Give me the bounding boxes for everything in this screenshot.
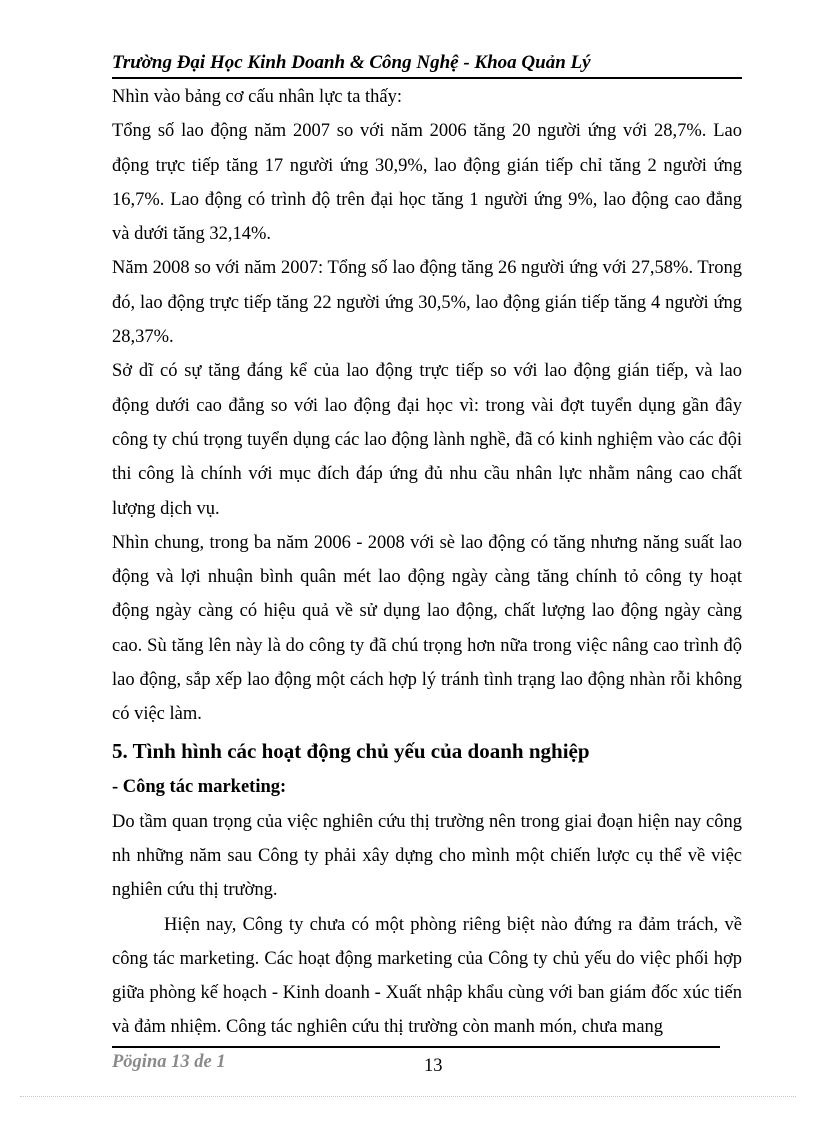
page-number: 13 [424,1056,443,1076]
footer-rule [112,1046,720,1048]
paragraph-reason: Sở dĩ có sự tăng đáng kể của lao động trực tiếp so với lao động gián tiếp, và lao động dưới cao đẳng so với lao động đại học vì: trong vài đợt tuyển dụng gần đây công ty chú trọng tuyển dụng các lao động lành nghề, đã có kinh nghiệm vào các đội thi công là chính với mục đích đáp ứng đủ nhu cầu nhân lực nhằm nâng cao chất lượng dịch vụ. [112,361,742,519]
page-header: Trường Đại Học Kinh Doanh & Công Nghệ - Khoa Quản Lý [112,50,742,79]
page-bottom-dotted-line [20,1096,796,1097]
subheading-marketing: - Công tác marketing: [112,776,287,797]
paragraph-2007-vs-2006: Tổng số lao động năm 2007 so với năm 2006 tăng 20 người ứng với 28,7%. Lao động trực tiếp tăng 17 người ứng 30,9%, lao động gián tiếp chỉ tăng 2 người ứng 16,7%. Lao động có trình độ trên đại học tăng 1 người ứng 9%, lao động cao đẳng và dưới tăng 32,14%. [112,121,742,245]
paragraph-2008-vs-2007: Năm 2008 so với năm 2007: Tổng số lao động tăng 26 người ứng với 27,58%. Trong đó, lao động trực tiếp tăng 22 người ứng 30,5%, lao động gián tiếp tăng 4 người ứng 28,37%. [112,258,742,348]
paragraph-market-research: Do tầm quan trọng của việc nghiên cứu thị trường nên trong giai đoạn hiện nay công nh những năm sau Công ty phải xây dựng cho mình một chiến lược cụ thể về việc nghiên cứu thị trường. [112,811,742,901]
document-body [112,80,742,1045]
paragraph-intro: Nhìn vào bảng cơ cấu nhân lực ta thấy: [112,87,403,107]
paragraph-marketing-status: Hiện nay, Công ty chưa có một phòng riêng biệt nào đứng ra đảm trách, về công tác marketing. Các hoạt động marketing của Công ty chủ yếu do việc phối hợp giữa phòng kế hoạch - Kinh doanh - Xuất nhập khẩu cùng với ban giám đốc xúc tiến và đảm nhiệm. Công tác nghiên cứu thị trường còn manh món, chưa mang [112,914,742,1038]
paragraph-summary: Nhìn chung, trong ba năm 2006 - 2008 với sè lao động có tăng nhưng năng suất lao động và lợi nhuận bình quân mét lao động ngày càng tăng chính tỏ công ty hoạt động ngày càng có hiệu quả về sử dụng lao động, chất lượng lao động ngày càng cao. Sù tăng lên này là do công ty đã chú trọng hơn nữa trong việc nâng cao trình độ lao động, sắp xếp lao động một cách hợp lý tránh tình trạng lao động nhàn rỗi không có việc làm. [112,532,742,725]
section-heading: 5. Tình hình các hoạt động chủ yếu của doanh nghiệp [112,738,590,763]
footer-page-label: Pögina 13 de 1 [112,1052,226,1072]
